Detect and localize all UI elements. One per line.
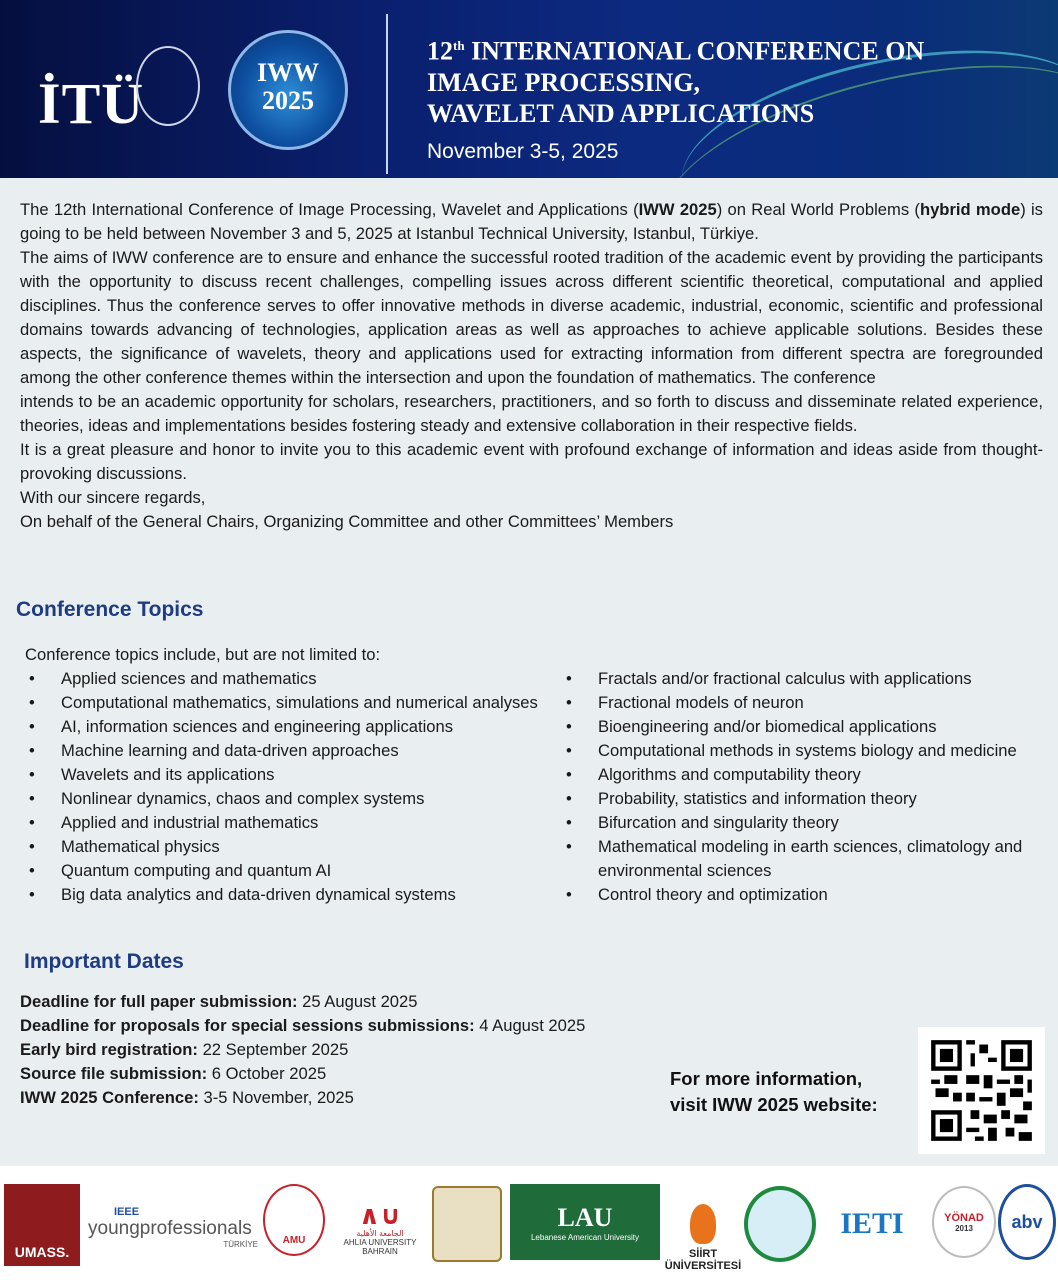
ieee-young-professionals-logo	[88, 1202, 258, 1252]
topic-item: • Wavelets and its applications	[25, 763, 545, 787]
intro-paragraph-3: intends to be an academic opportunity for scholars, researchers, practitioners, and so forth to discuss and disseminate related experience, theories, ideas and implementations besides fostering steady and extensive collaboration in their respective fields.	[20, 392, 1043, 435]
date-row	[20, 990, 585, 1014]
itu-logo: İTÜ	[38, 71, 145, 136]
flame-icon	[690, 1204, 716, 1244]
amu-logo: AMU	[263, 1184, 325, 1256]
intro-text: The 12th International Conference of Image Processing, Wavelet and Applications (	[20, 200, 639, 219]
conference-topics-heading: Conference Topics	[16, 598, 204, 621]
ahlia-university-logo	[335, 1196, 425, 1260]
topics-list-left	[25, 667, 545, 907]
itu-seal-logo	[136, 46, 200, 126]
topic-item: • Mathematical physics	[25, 835, 545, 859]
title-ordinal: th	[453, 38, 465, 53]
lau-name: Lebanese American University	[530, 1232, 640, 1242]
yonad-year: 2013	[955, 1223, 973, 1233]
banner-divider	[386, 14, 388, 174]
university-crest-logo	[432, 1186, 502, 1262]
date-label: Deadline for proposals for special sessions submissions:	[20, 1016, 475, 1035]
intro-paragraph-1	[20, 198, 1043, 246]
important-dates-list	[20, 990, 585, 1110]
topic-item: • Fractional models of neuron	[562, 691, 1042, 715]
umass-logo: UMASS.	[4, 1184, 80, 1266]
lau-abbrev: LAU	[557, 1202, 613, 1232]
intro-regards: With our sincere regards,	[20, 488, 206, 507]
qr-code-icon	[918, 1027, 1045, 1154]
topic-item: • Fractals and/or fractional calculus with applications	[562, 667, 1042, 691]
intro-bold-iww: IWW 2025	[638, 200, 717, 219]
ahlia-name: AHLIA UNIVERSITY	[343, 1237, 417, 1247]
date-row	[20, 1014, 585, 1038]
date-row	[20, 1038, 585, 1062]
more-info-line2: visit IWW 2025 website:	[670, 1094, 878, 1115]
ahlia-arabic-name: الجامعة الأهلية	[356, 1228, 404, 1238]
conference-title	[427, 30, 1027, 129]
website-qr-code[interactable]	[918, 1027, 1045, 1154]
ieee-yp-label: youngprofessionals	[88, 1217, 252, 1239]
date-row	[20, 1086, 585, 1110]
title-line1: INTERNATIONAL CONFERENCE ON	[464, 36, 925, 66]
topic-item: • Algorithms and computability theory	[562, 763, 1042, 787]
date-value: 6 October 2025	[207, 1064, 327, 1083]
title-number: 12	[427, 36, 453, 66]
date-value: 22 September 2025	[197, 1040, 349, 1059]
topic-item: • Quantum computing and quantum AI	[25, 859, 545, 883]
date-value: 3-5 November, 2025	[198, 1088, 354, 1107]
intro-paragraph-2: The aims of IWW conference are to ensure and enhance the successful rooted tradition of the academic event by providing the participants with the opportunity to discuss recent challenges, compelling issues across different scientific theoretical, computational and applied disciplines. Thus the conference serves to offer innovative methods in diverse academic, industrial, economic, scientific and professional domains towards advancing of technologies, application areas as well as approaches to achieve applicable solutions. Besides these aspects, the significance of wavelets, theory and applications used for extracting information from different spectra are foregrounded among the other conference themes within the intersection and upon the foundation of mathematics. The conference	[20, 248, 1043, 387]
topic-item: • Control theory and optimization	[562, 883, 1042, 907]
topics-list-right	[562, 667, 1042, 907]
conference-banner	[0, 0, 1058, 178]
date-value: 4 August 2025	[474, 1016, 586, 1035]
siirt-university-logo	[664, 1188, 742, 1272]
iww-logo-year: 2025	[262, 86, 314, 115]
intro-text: ) is going to be held between November 3 and 5, 2025 at Istanbul Technical University, Istanbul, Türkiye.	[20, 200, 1043, 243]
topic-item: • Applied and industrial mathematics	[25, 811, 545, 835]
yonad-logo	[932, 1186, 996, 1258]
topic-item: • Nonlinear dynamics, chaos and complex systems	[25, 787, 545, 811]
date-value: 25 August 2025	[297, 992, 418, 1011]
ahlia-country: BAHRAIN	[362, 1246, 398, 1256]
topic-item: • Big data analytics and data-driven dynamical systems	[25, 883, 545, 907]
date-label: Source file submission:	[20, 1064, 208, 1083]
ieti-logo: IETI	[840, 1207, 904, 1240]
topic-item: • Computational methods in systems biology and medicine	[562, 739, 1042, 763]
date-label: IWW 2025 Conference:	[20, 1088, 199, 1107]
sponsor-logo-strip	[0, 1166, 1058, 1280]
intro-behalf: On behalf of the General Chairs, Organizing Committee and other Committees’ Members	[20, 512, 674, 531]
ahlia-mark-icon: ∧∪	[358, 1199, 402, 1230]
lau-logo	[510, 1184, 660, 1260]
topics-intro: Conference topics include, but are not limited to:	[25, 645, 381, 664]
topic-item: • Probability, statistics and information theory	[562, 787, 1042, 811]
date-label: Early bird registration:	[20, 1040, 198, 1059]
iww-2025-logo	[228, 30, 348, 150]
topic-item: • Mathematical modeling in earth sciences, climatology and environmental sciences	[562, 835, 1042, 883]
date-row	[20, 1062, 585, 1086]
intro-bold-hybrid: hybrid mode	[919, 200, 1021, 219]
topic-item: • Bioengineering and/or biomedical applications	[562, 715, 1042, 739]
siirt-name: SİİRT	[688, 1248, 718, 1260]
more-information	[670, 1066, 878, 1118]
society-emblem-logo	[744, 1186, 816, 1262]
siirt-university: ÜNİVERSİTESİ	[664, 1260, 742, 1272]
topic-item: • Bifurcation and singularity theory	[562, 811, 1042, 835]
intro-text: ) on Real World Problems (	[716, 200, 920, 219]
ieee-label: IEEE	[114, 1205, 140, 1218]
title-line2: IMAGE PROCESSING,	[427, 67, 701, 97]
introduction-text	[20, 198, 1043, 534]
topic-item: • Machine learning and data-driven approaches	[25, 739, 545, 763]
conference-date: November 3-5, 2025	[427, 140, 619, 163]
intro-paragraph-4: It is a great pleasure and honor to invite you to this academic event with profound exchange of information and ideas aside from thought-provoking discussions.	[20, 440, 1043, 483]
important-dates-heading: Important Dates	[24, 950, 184, 973]
more-info-line1: For more information,	[670, 1068, 863, 1089]
abv-logo: abv	[998, 1184, 1056, 1260]
date-label: Deadline for full paper submission:	[20, 992, 298, 1011]
topic-item: • AI, information sciences and engineering applications	[25, 715, 545, 739]
yonad-name: YÖNAD	[944, 1211, 984, 1224]
ieee-country-label: TÜRKİYE	[223, 1239, 258, 1249]
iww-logo-text: IWW	[256, 58, 320, 87]
topic-item: • Applied sciences and mathematics	[25, 667, 545, 691]
title-line3: WAVELET AND APPLICATIONS	[427, 98, 815, 128]
topic-item: • Computational mathematics, simulations and numerical analyses	[25, 691, 545, 715]
